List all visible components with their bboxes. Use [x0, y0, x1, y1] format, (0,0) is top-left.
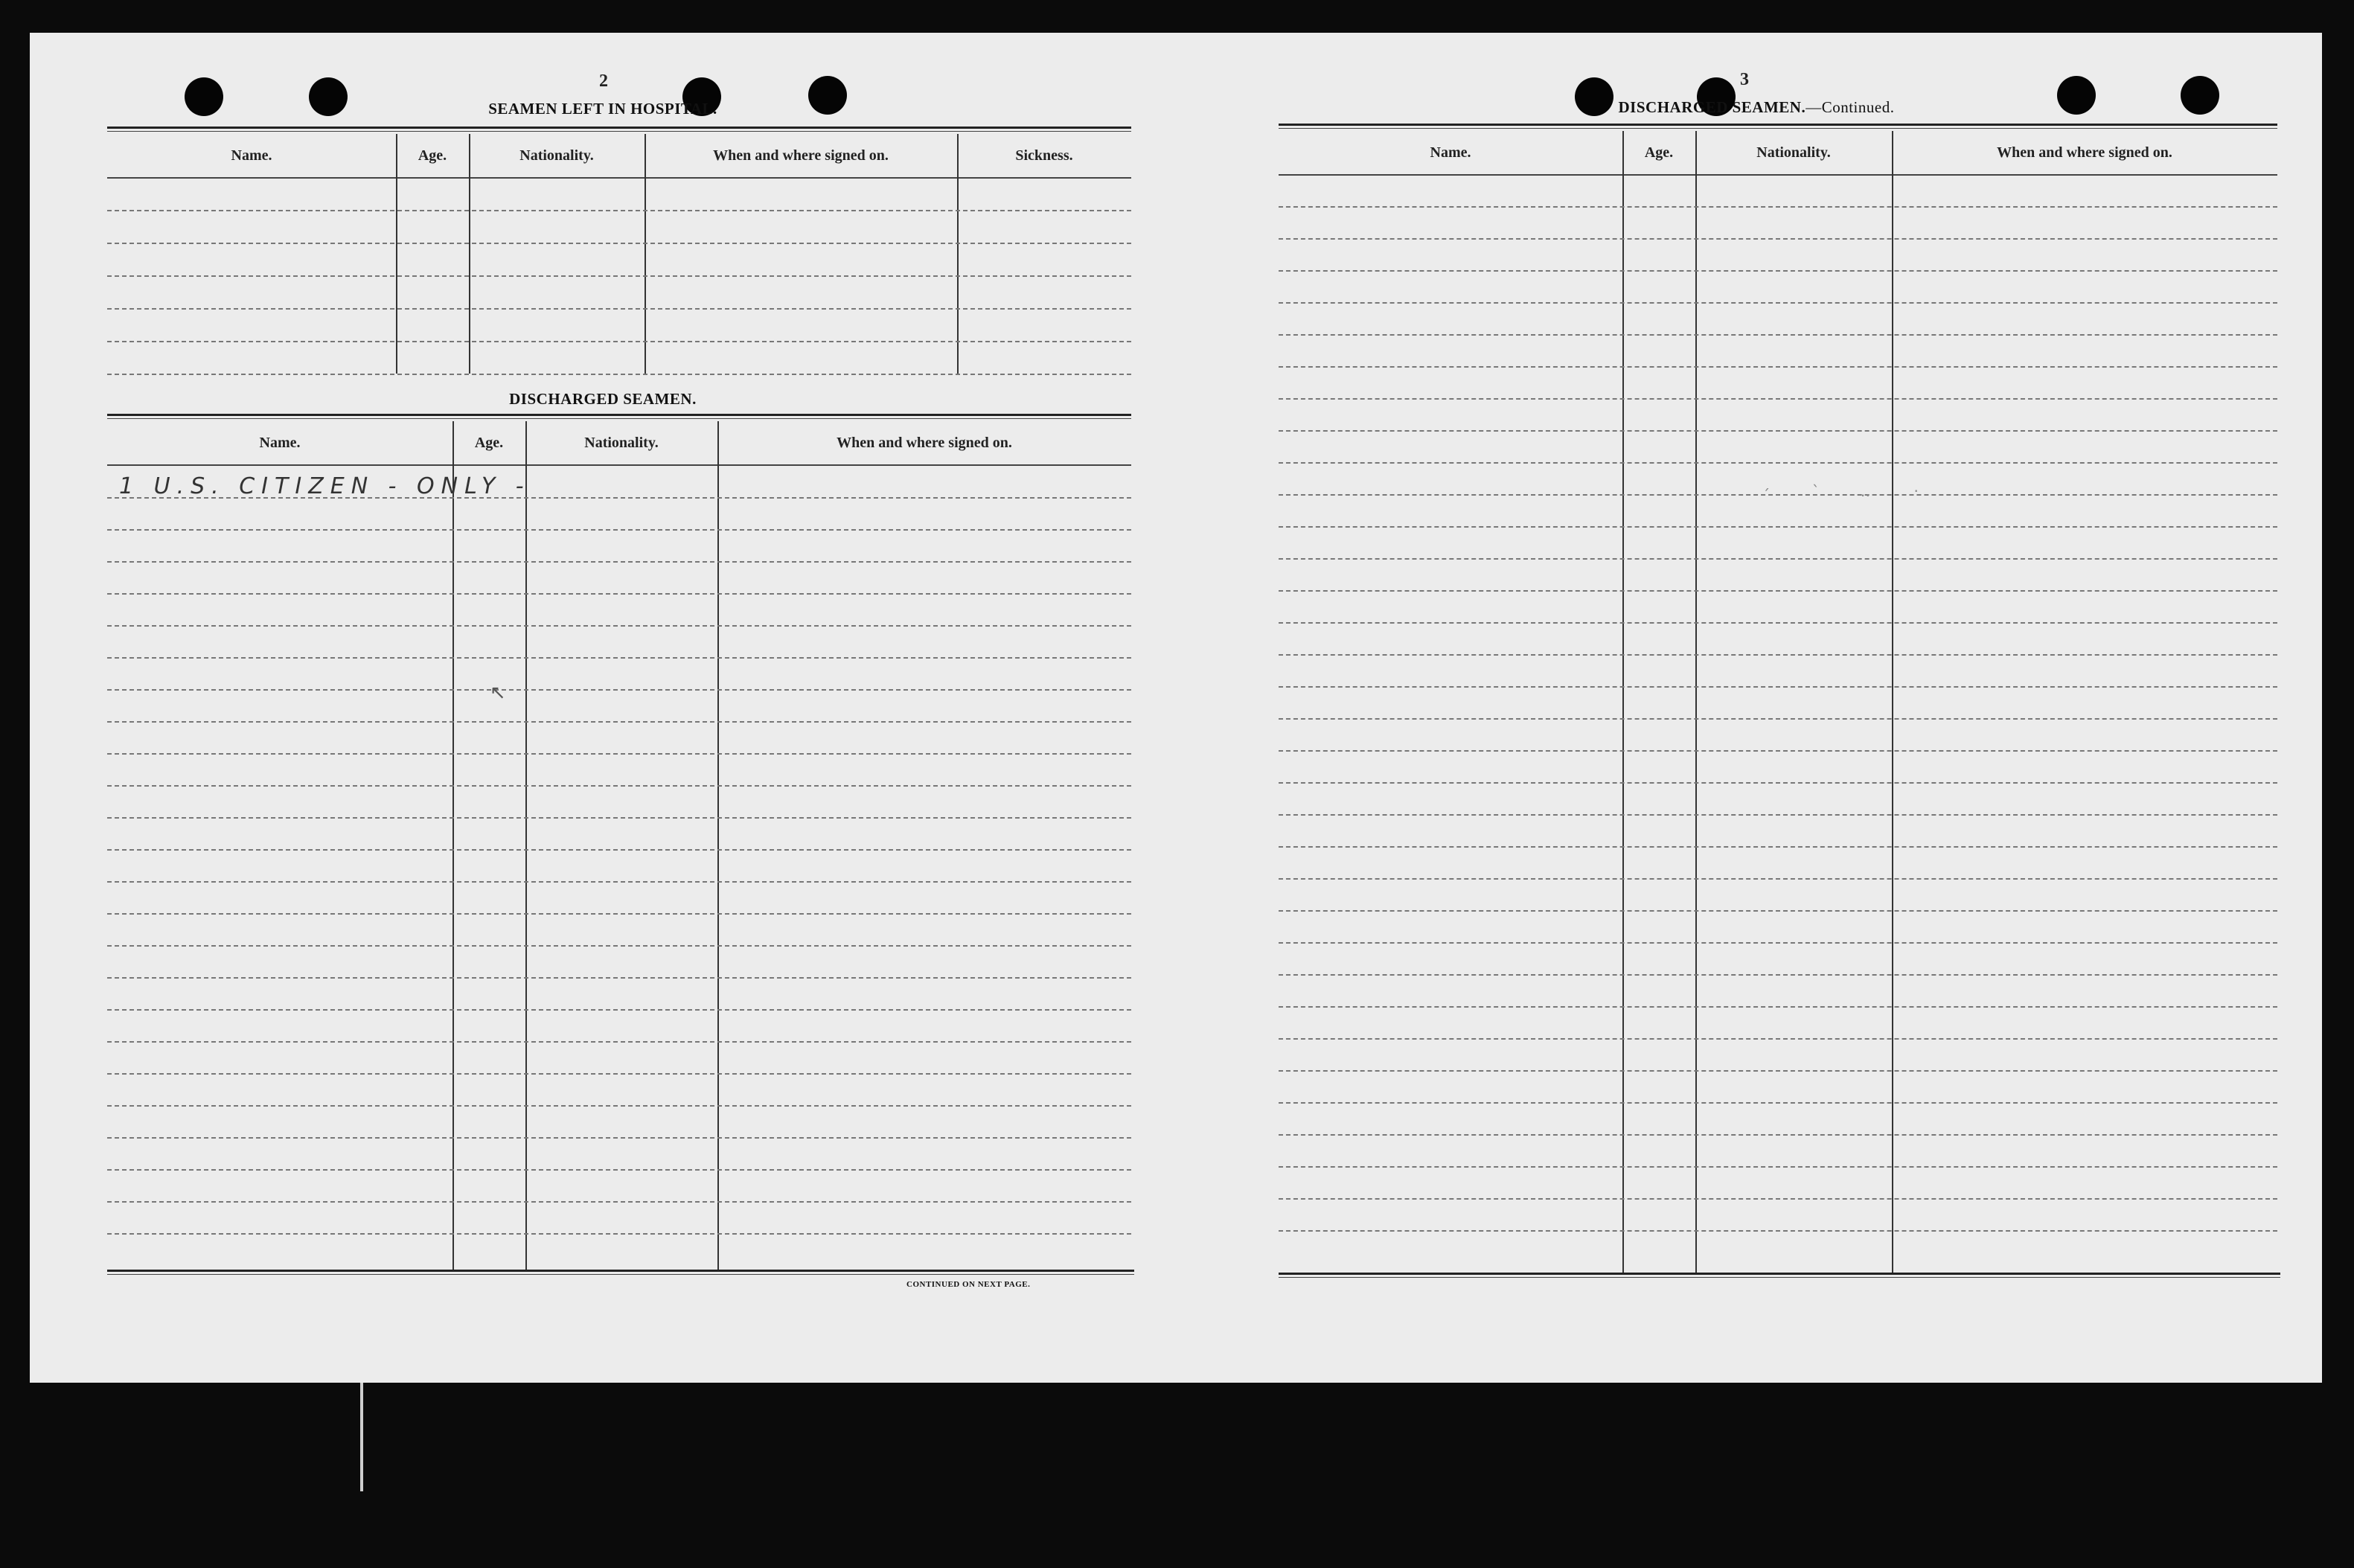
table-row	[1279, 272, 2277, 304]
ledger-sheet	[30, 33, 2322, 1383]
table-row	[107, 883, 1131, 915]
top-rule	[1279, 124, 2277, 129]
table-row	[107, 787, 1131, 819]
column-header-sickness: Sickness.	[1015, 147, 1073, 164]
page-number: 3	[1740, 70, 1749, 89]
table-row	[1279, 208, 2277, 240]
table-row	[1279, 656, 2277, 688]
table-row	[1279, 880, 2277, 912]
table-row	[1279, 560, 2277, 592]
table-row	[107, 659, 1131, 691]
table-row	[107, 531, 1131, 563]
table-row	[107, 563, 1131, 595]
hospital-rows	[107, 179, 1131, 375]
table-row	[1279, 592, 2277, 624]
film-scratch	[360, 1383, 363, 1491]
bottom-rule	[107, 1270, 1134, 1275]
table-row	[1279, 368, 2277, 400]
handwritten-entry: 1 U.S. CITIZEN - ONLY -	[119, 473, 531, 499]
table-row	[1279, 976, 2277, 1008]
hospital-section-title: SEAMEN LEFT IN HOSPITAL.	[488, 100, 717, 118]
column-header-name: Name.	[259, 434, 301, 451]
column-header-age: Age.	[474, 434, 504, 451]
table-row	[107, 595, 1131, 627]
hospital-table	[107, 134, 1131, 374]
table-row	[1279, 816, 2277, 848]
table-row	[107, 179, 1131, 211]
table-row	[107, 1107, 1131, 1139]
table-row	[1279, 1232, 2277, 1264]
table-row	[107, 1043, 1131, 1075]
column-header-signed-on: When and where signed on.	[713, 147, 889, 164]
column-header-age: Age.	[418, 147, 447, 164]
table-row	[1279, 624, 2277, 656]
table-row	[1279, 496, 2277, 528]
table-row	[107, 979, 1131, 1011]
table-row	[1279, 720, 2277, 752]
table-row	[107, 244, 1131, 277]
discharged-rows	[107, 466, 1131, 1261]
table-row	[1279, 752, 2277, 784]
right-page	[1176, 33, 2322, 1383]
table-row	[107, 947, 1131, 979]
discharged-table	[107, 421, 1131, 1270]
table-row	[1279, 784, 2277, 816]
punch-hole	[2181, 76, 2219, 115]
table-row	[1279, 944, 2277, 976]
table-row	[1279, 1008, 2277, 1040]
punch-hole	[2057, 76, 2096, 115]
table-row	[1279, 1104, 2277, 1136]
section-title-text: DISCHARGED SEAMEN.	[1618, 98, 1806, 116]
table-row	[107, 819, 1131, 851]
page-number: 2	[599, 71, 608, 91]
table-row	[107, 723, 1131, 755]
discharged-continued-title	[1593, 98, 1920, 117]
table-row	[1279, 1200, 2277, 1232]
table-row	[107, 211, 1131, 244]
column-header-nationality: Nationality.	[519, 147, 594, 164]
table-row	[1279, 1136, 2277, 1168]
table-row	[1279, 432, 2277, 464]
table-row	[1279, 688, 2277, 720]
table-row	[1279, 528, 2277, 560]
table-row	[107, 755, 1131, 787]
table-row	[107, 915, 1131, 947]
table-row	[107, 1203, 1131, 1235]
column-header-nationality: Nationality.	[584, 434, 659, 451]
section-rule	[107, 414, 1131, 419]
table-row	[107, 499, 1131, 531]
column-header-signed-on: When and where signed on.	[1997, 144, 2172, 161]
punch-hole	[185, 77, 223, 116]
table-row	[1279, 336, 2277, 368]
table-row	[107, 342, 1131, 375]
discharged-section-title: DISCHARGED SEAMEN.	[509, 390, 697, 408]
table-row	[1279, 912, 2277, 944]
table-row	[1279, 1168, 2277, 1200]
top-rule	[107, 127, 1131, 132]
table-row	[107, 310, 1131, 342]
table-row	[107, 1075, 1131, 1107]
column-header-name: Name.	[1430, 144, 1471, 161]
table-row	[107, 1171, 1131, 1203]
discharged-continued-table	[1279, 131, 2277, 1274]
continued-suffix: —Continued.	[1806, 98, 1895, 116]
table-row	[107, 691, 1131, 723]
continued-rows	[1279, 176, 2277, 1264]
table-row	[107, 277, 1131, 310]
column-header-signed-on: When and where signed on.	[837, 434, 1012, 451]
table-row	[1279, 400, 2277, 432]
table-row	[107, 1011, 1131, 1043]
pen-mark: ↖	[490, 682, 506, 704]
table-row	[1279, 304, 2277, 336]
punch-hole	[309, 77, 348, 116]
table-row	[1279, 848, 2277, 880]
continued-note: CONTINUED ON NEXT PAGE.	[906, 1280, 1031, 1289]
bottom-rule	[1279, 1273, 2280, 1278]
column-header-nationality: Nationality.	[1756, 144, 1831, 161]
left-page	[30, 33, 1176, 1383]
table-row	[107, 1235, 1131, 1261]
table-row	[1279, 240, 2277, 272]
table-row	[1279, 1072, 2277, 1104]
column-header-age: Age.	[1644, 144, 1674, 161]
table-row	[107, 1139, 1131, 1171]
column-header-name: Name.	[231, 147, 272, 164]
table-row	[107, 851, 1131, 883]
table-row	[1279, 1040, 2277, 1072]
table-row	[1279, 176, 2277, 208]
punch-hole	[808, 76, 847, 115]
table-row	[107, 627, 1131, 659]
faint-pencil-marks: ׳ ՝ ‥ ·	[1764, 482, 1938, 500]
